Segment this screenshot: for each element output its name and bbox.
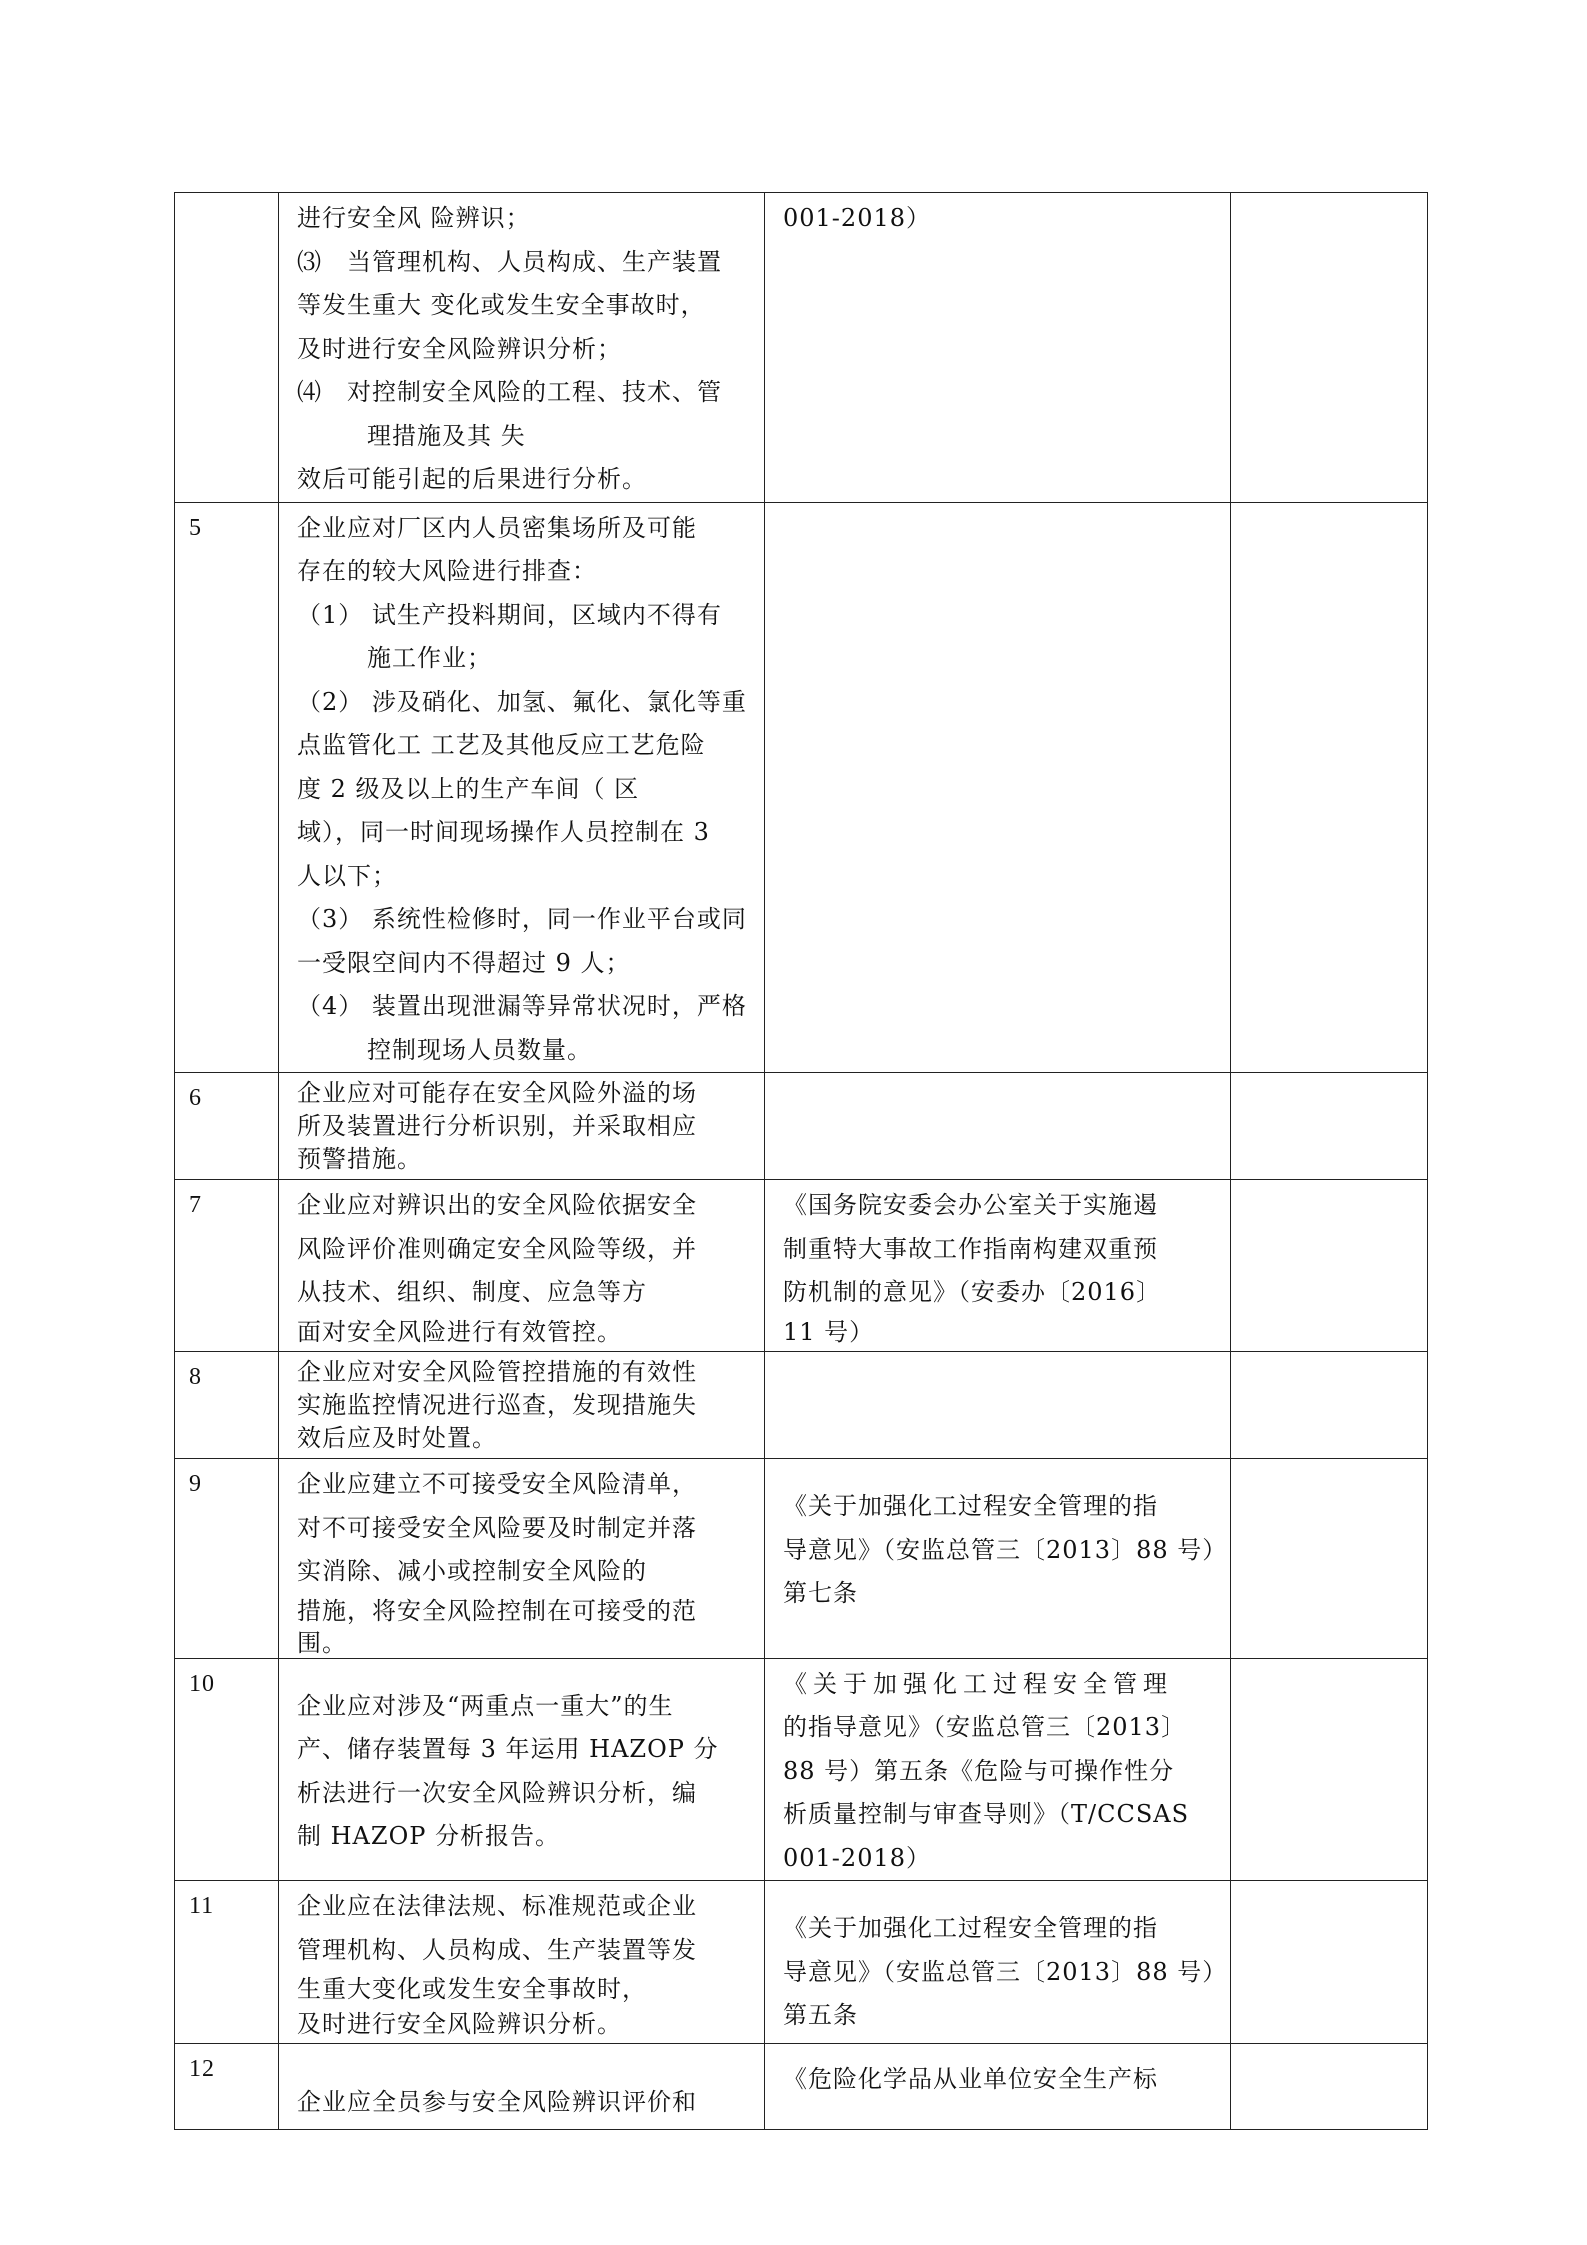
requirement-content xyxy=(279,193,765,503)
table-row xyxy=(175,1658,1428,1881)
extra-cell xyxy=(1231,193,1428,503)
content-line: 生重大变化或发生安全事故时， xyxy=(297,1975,647,2003)
content-line: 企业应全员参与安全风险辨识评价和 xyxy=(297,2088,697,2116)
extra-cell xyxy=(1231,1180,1428,1352)
requirement-content xyxy=(279,1459,765,1659)
extra-cell xyxy=(1231,1352,1428,1459)
content-line: 企业应对涉及“两重点一重大”的生 xyxy=(297,1691,674,1720)
basis-line: 《国务院安委会办公室关于实施遏 xyxy=(783,1191,1158,1219)
basis-line: 第七条 xyxy=(783,1579,858,1607)
table-row xyxy=(175,193,1428,503)
requirement-content xyxy=(279,1073,765,1180)
basis-line: 11 号） xyxy=(783,1317,875,1346)
content-line: 理措施及其 失 xyxy=(367,421,526,450)
requirement-content xyxy=(279,1180,765,1352)
row-number: 12 xyxy=(175,2044,279,2130)
requirement-content xyxy=(279,1658,765,1881)
basis-reference xyxy=(765,1073,1231,1180)
row-number: 7 xyxy=(175,1180,279,1352)
extra-cell xyxy=(1231,2044,1428,2130)
basis-line: 《危险化学品从业单位安全生产标 xyxy=(783,2065,1158,2093)
content-line: 围。 xyxy=(297,1628,347,1657)
content-line: 施工作业； xyxy=(367,644,492,672)
basis-reference xyxy=(765,1180,1231,1352)
basis-line: 导意见》（安监总管三〔2013〕88 号） xyxy=(783,1957,1228,1986)
basis-reference xyxy=(765,1881,1231,2044)
content-line: 及时进行安全风险辨识分析。 xyxy=(297,2010,622,2038)
row-number: 8 xyxy=(175,1352,279,1459)
basis-line: 001-2018） xyxy=(783,204,931,232)
content-line: 面对安全风险进行有效管控。 xyxy=(297,1317,622,1346)
row-number: 6 xyxy=(175,1073,279,1180)
basis-reference xyxy=(765,502,1231,1073)
content-line: 域），同一时间现场操作人员控制在 3 xyxy=(297,818,710,846)
basis-line: 第五条 xyxy=(783,2001,858,2029)
basis-line: 防机制的意见》（安委办〔2016〕 xyxy=(783,1278,1162,1306)
basis-line: 《关于加强化工过程安全管理的指 xyxy=(783,1492,1158,1520)
content-line: 管理机构、人员构成、生产装置等发 xyxy=(297,1935,697,1964)
requirement-content xyxy=(279,1881,765,2044)
content-line: 企业应对厂区内人员密集场所及可能 xyxy=(297,513,697,542)
content-line: 点监管化工 工艺及其他反应工艺危险 xyxy=(297,731,706,759)
basis-line: 导意见》（安监总管三〔2013〕88 号） xyxy=(783,1535,1228,1564)
requirement-content xyxy=(279,2044,765,2130)
basis-line: 《关于加强化工过程安全管理的指 xyxy=(783,1914,1158,1942)
content-line: 企业应在法律法规、标准规范或企业 xyxy=(297,1892,697,1920)
content-line: 风险评价准则确定安全风险等级，并 xyxy=(297,1234,697,1263)
basis-reference xyxy=(765,1658,1231,1881)
extra-cell xyxy=(1231,502,1428,1073)
row-number: 9 xyxy=(175,1459,279,1659)
content-line: 对不可接受安全风险要及时制定并落 xyxy=(297,1513,697,1542)
content-line: 预警措施。 xyxy=(297,1145,422,1173)
basis-line: 88 号）第五条《危险与可操作性分 xyxy=(783,1756,1175,1785)
requirement-content xyxy=(279,1352,765,1459)
table-row xyxy=(175,1073,1428,1180)
basis-reference xyxy=(765,1352,1231,1459)
content-line: 从技术、组织、制度、应急等方 xyxy=(297,1278,647,1306)
content-line: （4） 装置出现泄漏等异常状况时，严格 xyxy=(297,992,747,1020)
row-number xyxy=(175,193,279,503)
content-line: ⑷ 对控制安全风险的工程、技术、管 xyxy=(297,378,722,406)
content-line: 一受限空间内不得超过 9 人； xyxy=(297,948,631,977)
table-row xyxy=(175,1881,1428,2044)
content-line: 存在的较大风险进行排查： xyxy=(297,557,597,585)
content-line: 企业应对辨识出的安全风险依据安全 xyxy=(297,1191,697,1219)
content-line: 产、储存装置每 3 年运用 HAZOP 分 xyxy=(297,1735,719,1763)
content-line: （1） 试生产投料期间，区域内不得有 xyxy=(297,600,722,629)
content-line: 制 HAZOP 分析报告。 xyxy=(297,1822,561,1850)
table-row xyxy=(175,2044,1428,2130)
extra-cell xyxy=(1231,1658,1428,1881)
content-line: 进行安全风 险辨识； xyxy=(297,204,531,232)
content-line: ⑶ 当管理机构、人员构成、生产装置 xyxy=(297,247,722,276)
basis-reference xyxy=(765,2044,1231,2130)
basis-line: 的指导意见》（安监总管三〔2013〕 xyxy=(783,1713,1187,1741)
extra-cell xyxy=(1231,1881,1428,2044)
table-row xyxy=(175,1352,1428,1459)
extra-cell xyxy=(1231,1459,1428,1659)
content-line: 企业应对安全风险管控措施的有效性 xyxy=(297,1358,697,1386)
content-line: 析法进行一次安全风险辨识分析，编 xyxy=(297,1778,697,1807)
basis-line: 制重特大事故工作指南构建双重预 xyxy=(783,1234,1158,1263)
basis-reference xyxy=(765,193,1231,503)
table-row xyxy=(175,502,1428,1073)
basis-line: 析质量控制与审查导则》（T/CCSAS xyxy=(783,1800,1190,1828)
content-line: （3） 系统性检修时，同一作业平台或同 xyxy=(297,905,747,933)
content-line: 等发生重大 变化或发生安全事故时， xyxy=(297,291,706,319)
row-number: 5 xyxy=(175,502,279,1073)
row-number: 11 xyxy=(175,1881,279,2044)
content-line: 实施监控情况进行巡查，发现措施失 xyxy=(297,1391,697,1419)
content-line: 企业应建立不可接受安全风险清单， xyxy=(297,1470,697,1498)
extra-cell xyxy=(1231,1073,1428,1180)
content-line: 人以下； xyxy=(297,861,397,890)
table-row xyxy=(175,1459,1428,1659)
content-line: 效后可能引起的后果进行分析。 xyxy=(297,465,647,493)
content-line: 及时进行安全风险辨识分析； xyxy=(297,334,622,363)
basis-line: 《关于加强化工过程安全管理 xyxy=(783,1669,1173,1698)
content-line: 效后应及时处置。 xyxy=(297,1424,497,1452)
row-number: 10 xyxy=(175,1658,279,1881)
basis-reference xyxy=(765,1459,1231,1659)
content-line: 所及装置进行分析识别，并采取相应 xyxy=(297,1112,697,1140)
basis-line: 001-2018） xyxy=(783,1843,931,1872)
content-line: 实消除、减小或控制安全风险的 xyxy=(297,1557,647,1585)
table-row xyxy=(175,1180,1428,1352)
content-line: （2） 涉及硝化、加氢、氟化、氯化等重 xyxy=(297,687,747,716)
content-line: 企业应对可能存在安全风险外溢的场 xyxy=(297,1079,697,1107)
content-line: 度 2 级及以上的生产车间（ 区 xyxy=(297,774,640,803)
content-line: 控制现场人员数量。 xyxy=(367,1035,592,1064)
requirement-content xyxy=(279,502,765,1073)
content-line: 措施，将安全风险控制在可接受的范 xyxy=(297,1596,697,1625)
requirements-table xyxy=(174,192,1428,2130)
